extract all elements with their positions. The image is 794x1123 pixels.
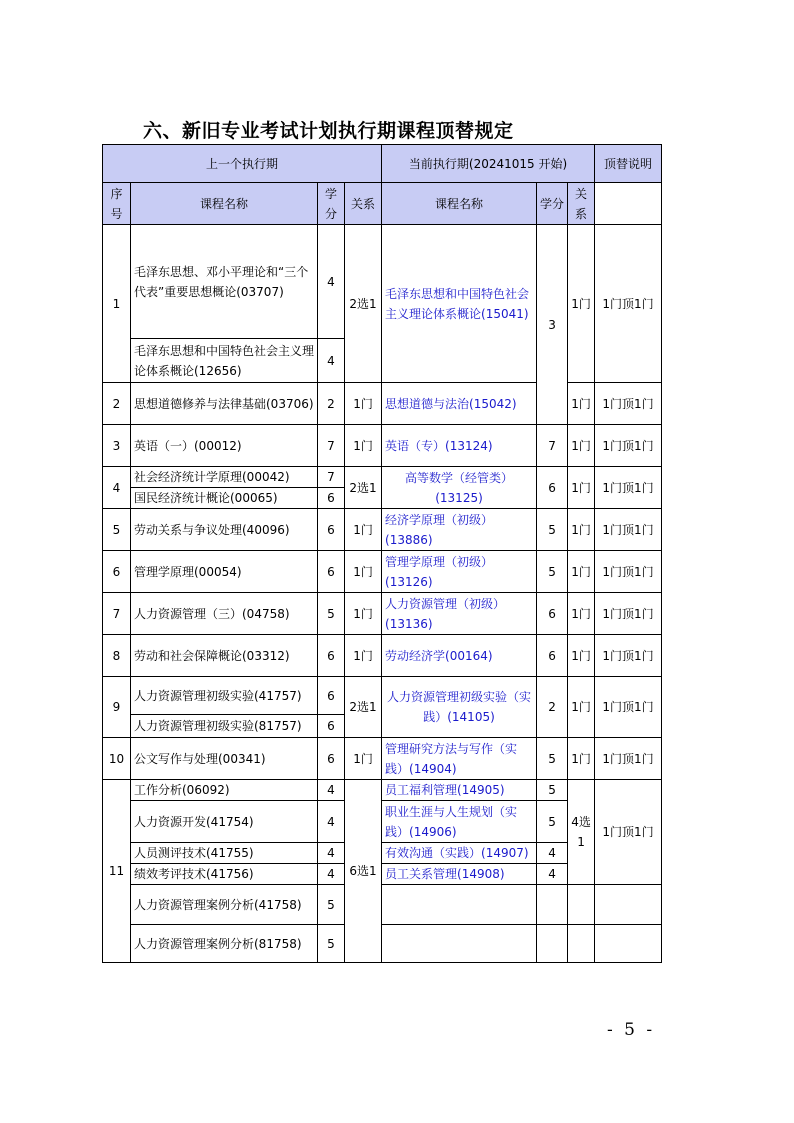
new-relation: 1门: [568, 738, 595, 780]
new-course-name: 人力资源管理初级实验（实践）(14105): [382, 677, 537, 738]
old-credit: 4: [318, 801, 345, 843]
new-credit: 5: [537, 551, 568, 593]
old-credit: 5: [318, 925, 345, 963]
old-course-name: 社会经济统计学原理(00042): [131, 467, 318, 488]
new-course-name: 劳动经济学(00164): [382, 635, 537, 677]
header-old-course-name: 课程名称: [131, 183, 318, 225]
old-course-name: 人力资源管理（三）(04758): [131, 593, 318, 635]
old-credit: 6: [318, 715, 345, 738]
old-credit: 6: [318, 551, 345, 593]
header-note: 顶替说明: [595, 145, 662, 183]
substitution-note: 1门顶1门: [595, 383, 662, 425]
old-relation: 2选1: [345, 467, 382, 509]
old-relation: 2选1: [345, 225, 382, 383]
new-credit: 5: [537, 509, 568, 551]
old-credit: 6: [318, 488, 345, 509]
old-credit: 6: [318, 738, 345, 780]
old-course-name: 毛泽东思想和中国特色社会主义理论体系概论(12656): [131, 339, 318, 383]
old-course-name: 人力资源管理案例分析(81758): [131, 925, 318, 963]
table-row: [103, 925, 662, 963]
old-course-name: 毛泽东思想、邓小平理论和“三个代表”重要思想概论(03707): [131, 225, 318, 339]
old-credit: 4: [318, 339, 345, 383]
empty-cell: [595, 925, 662, 963]
old-credit: 6: [318, 635, 345, 677]
header-curr-period: 当前执行期(20241015 开始): [382, 145, 595, 183]
old-relation: 1门: [345, 551, 382, 593]
substitution-note: 1门顶1门: [595, 780, 662, 885]
old-relation: 1门: [345, 635, 382, 677]
new-course-name: 管理研究方法与写作（实践）(14904): [382, 738, 537, 780]
old-course-name: 人员测评技术(41755): [131, 843, 318, 864]
old-course-name: 人力资源管理初级实验(81757): [131, 715, 318, 738]
new-credit: 6: [537, 635, 568, 677]
new-course-name: 思想道德与法治(15042): [382, 383, 537, 425]
new-relation: 1门: [568, 425, 595, 467]
old-credit: 6: [318, 677, 345, 715]
empty-cell: [382, 885, 537, 925]
substitution-note: 1门顶1门: [595, 593, 662, 635]
empty-cell: [568, 885, 595, 925]
old-credit: 7: [318, 425, 345, 467]
seq-cell: 7: [103, 593, 131, 635]
header-new-credit: 学分: [537, 183, 568, 225]
old-course-name: 绩效考评技术(41756): [131, 864, 318, 885]
substitution-note: 1门顶1门: [595, 425, 662, 467]
old-relation: 1门: [345, 383, 382, 425]
header-prev-period: 上一个执行期: [103, 145, 382, 183]
old-relation: 1门: [345, 593, 382, 635]
old-course-name: 劳动关系与争议处理(40096): [131, 509, 318, 551]
substitution-note: 1门顶1门: [595, 551, 662, 593]
old-course-name: 思想道德修养与法律基础(03706): [131, 383, 318, 425]
new-credit: 2: [537, 677, 568, 738]
new-course-name: 有效沟通（实践）(14907): [382, 843, 537, 864]
table-row: [103, 593, 662, 635]
new-course-name: 职业生涯与人生规划（实践）(14906): [382, 801, 537, 843]
old-course-name: 公文写作与处理(00341): [131, 738, 318, 780]
old-relation: 1门: [345, 425, 382, 467]
seq-cell: 4: [103, 467, 131, 509]
new-course-name: 经济学原理（初级）(13886): [382, 509, 537, 551]
page-title: 六、新旧专业考试计划执行期课程顶替规定: [143, 120, 514, 142]
table-row: [103, 635, 662, 677]
new-course-name: 员工关系管理(14908): [382, 864, 537, 885]
old-course-name: 管理学原理(00054): [131, 551, 318, 593]
header-old-relation: 关系: [345, 183, 382, 225]
new-relation: 1门: [568, 677, 595, 738]
old-course-name: 国民经济统计概论(00065): [131, 488, 318, 509]
old-credit: 4: [318, 843, 345, 864]
table-row: [103, 225, 662, 339]
substitution-note: 1门顶1门: [595, 635, 662, 677]
seq-cell: 9: [103, 677, 131, 738]
empty-cell: [382, 925, 537, 963]
old-credit: 4: [318, 780, 345, 801]
table-row: [103, 383, 662, 425]
old-relation: 1门: [345, 509, 382, 551]
old-credit: 4: [318, 225, 345, 339]
old-credit: 6: [318, 509, 345, 551]
header-note-empty: [595, 183, 662, 225]
new-credit: 6: [537, 593, 568, 635]
table-row: [103, 885, 662, 925]
new-course-name: 管理学原理（初级）(13126): [382, 551, 537, 593]
new-course-name: 毛泽东思想和中国特色社会主义理论体系概论(15041): [382, 225, 537, 383]
new-credit: 5: [537, 738, 568, 780]
new-relation: 1门: [568, 509, 595, 551]
new-course-name: 员工福利管理(14905): [382, 780, 537, 801]
seq-cell: 3: [103, 425, 131, 467]
new-relation: 1门: [568, 383, 595, 425]
new-credit: 5: [537, 780, 568, 801]
empty-cell: [537, 885, 568, 925]
new-relation: 1门: [568, 551, 595, 593]
old-course-name: 人力资源管理初级实验(41757): [131, 677, 318, 715]
empty-cell: [537, 925, 568, 963]
page-number: - 5 -: [607, 1020, 656, 1040]
old-credit: 4: [318, 864, 345, 885]
new-relation: 1门: [568, 635, 595, 677]
old-course-name: 人力资源管理案例分析(41758): [131, 885, 318, 925]
old-course-name: 英语（一）(00012): [131, 425, 318, 467]
seq-cell: 5: [103, 509, 131, 551]
seq-cell: 2: [103, 383, 131, 425]
table-row: [103, 425, 662, 467]
new-relation: 1门: [568, 225, 595, 383]
seq-cell: 1: [103, 225, 131, 383]
seq-cell: 8: [103, 635, 131, 677]
new-course-name: 人力资源管理（初级）(13136): [382, 593, 537, 635]
old-relation: 2选1: [345, 677, 382, 738]
substitution-note: 1门顶1门: [595, 509, 662, 551]
new-relation: 4选1: [568, 780, 595, 885]
course-substitution-table: [102, 144, 662, 963]
old-course-name: 人力资源开发(41754): [131, 801, 318, 843]
new-credit: 4: [537, 864, 568, 885]
header-new-course-name: 课程名称: [382, 183, 537, 225]
table-row: [103, 780, 662, 801]
seq-cell: 6: [103, 551, 131, 593]
table-row: [103, 509, 662, 551]
table-row: [103, 467, 662, 488]
new-credit: 5: [537, 801, 568, 843]
new-credit: 7: [537, 425, 568, 467]
table-row: [103, 738, 662, 780]
empty-cell: [595, 885, 662, 925]
new-course-name: 高等数学（经管类）(13125): [382, 467, 537, 509]
old-credit: 5: [318, 593, 345, 635]
old-credit: 7: [318, 467, 345, 488]
old-relation: 6选1: [345, 780, 382, 963]
header-seq: 序号: [103, 183, 131, 225]
new-credit: 6: [537, 467, 568, 509]
substitution-note: 1门顶1门: [595, 738, 662, 780]
old-relation: 1门: [345, 738, 382, 780]
seq-cell: 11: [103, 780, 131, 963]
new-credit: 3: [537, 225, 568, 425]
old-credit: 2: [318, 383, 345, 425]
new-credit: 4: [537, 843, 568, 864]
old-course-name: 劳动和社会保障概论(03312): [131, 635, 318, 677]
empty-cell: [568, 925, 595, 963]
new-course-name: 英语（专）(13124): [382, 425, 537, 467]
old-course-name: 工作分析(06092): [131, 780, 318, 801]
table-row: [103, 551, 662, 593]
new-relation: 1门: [568, 467, 595, 509]
substitution-note: 1门顶1门: [595, 467, 662, 509]
table-row: [103, 677, 662, 715]
new-relation: 1门: [568, 593, 595, 635]
substitution-note: 1门顶1门: [595, 677, 662, 738]
substitution-note: 1门顶1门: [595, 225, 662, 383]
header-new-relation: 关系: [568, 183, 595, 225]
old-credit: 5: [318, 885, 345, 925]
header-old-credit: 学分: [318, 183, 345, 225]
seq-cell: 10: [103, 738, 131, 780]
